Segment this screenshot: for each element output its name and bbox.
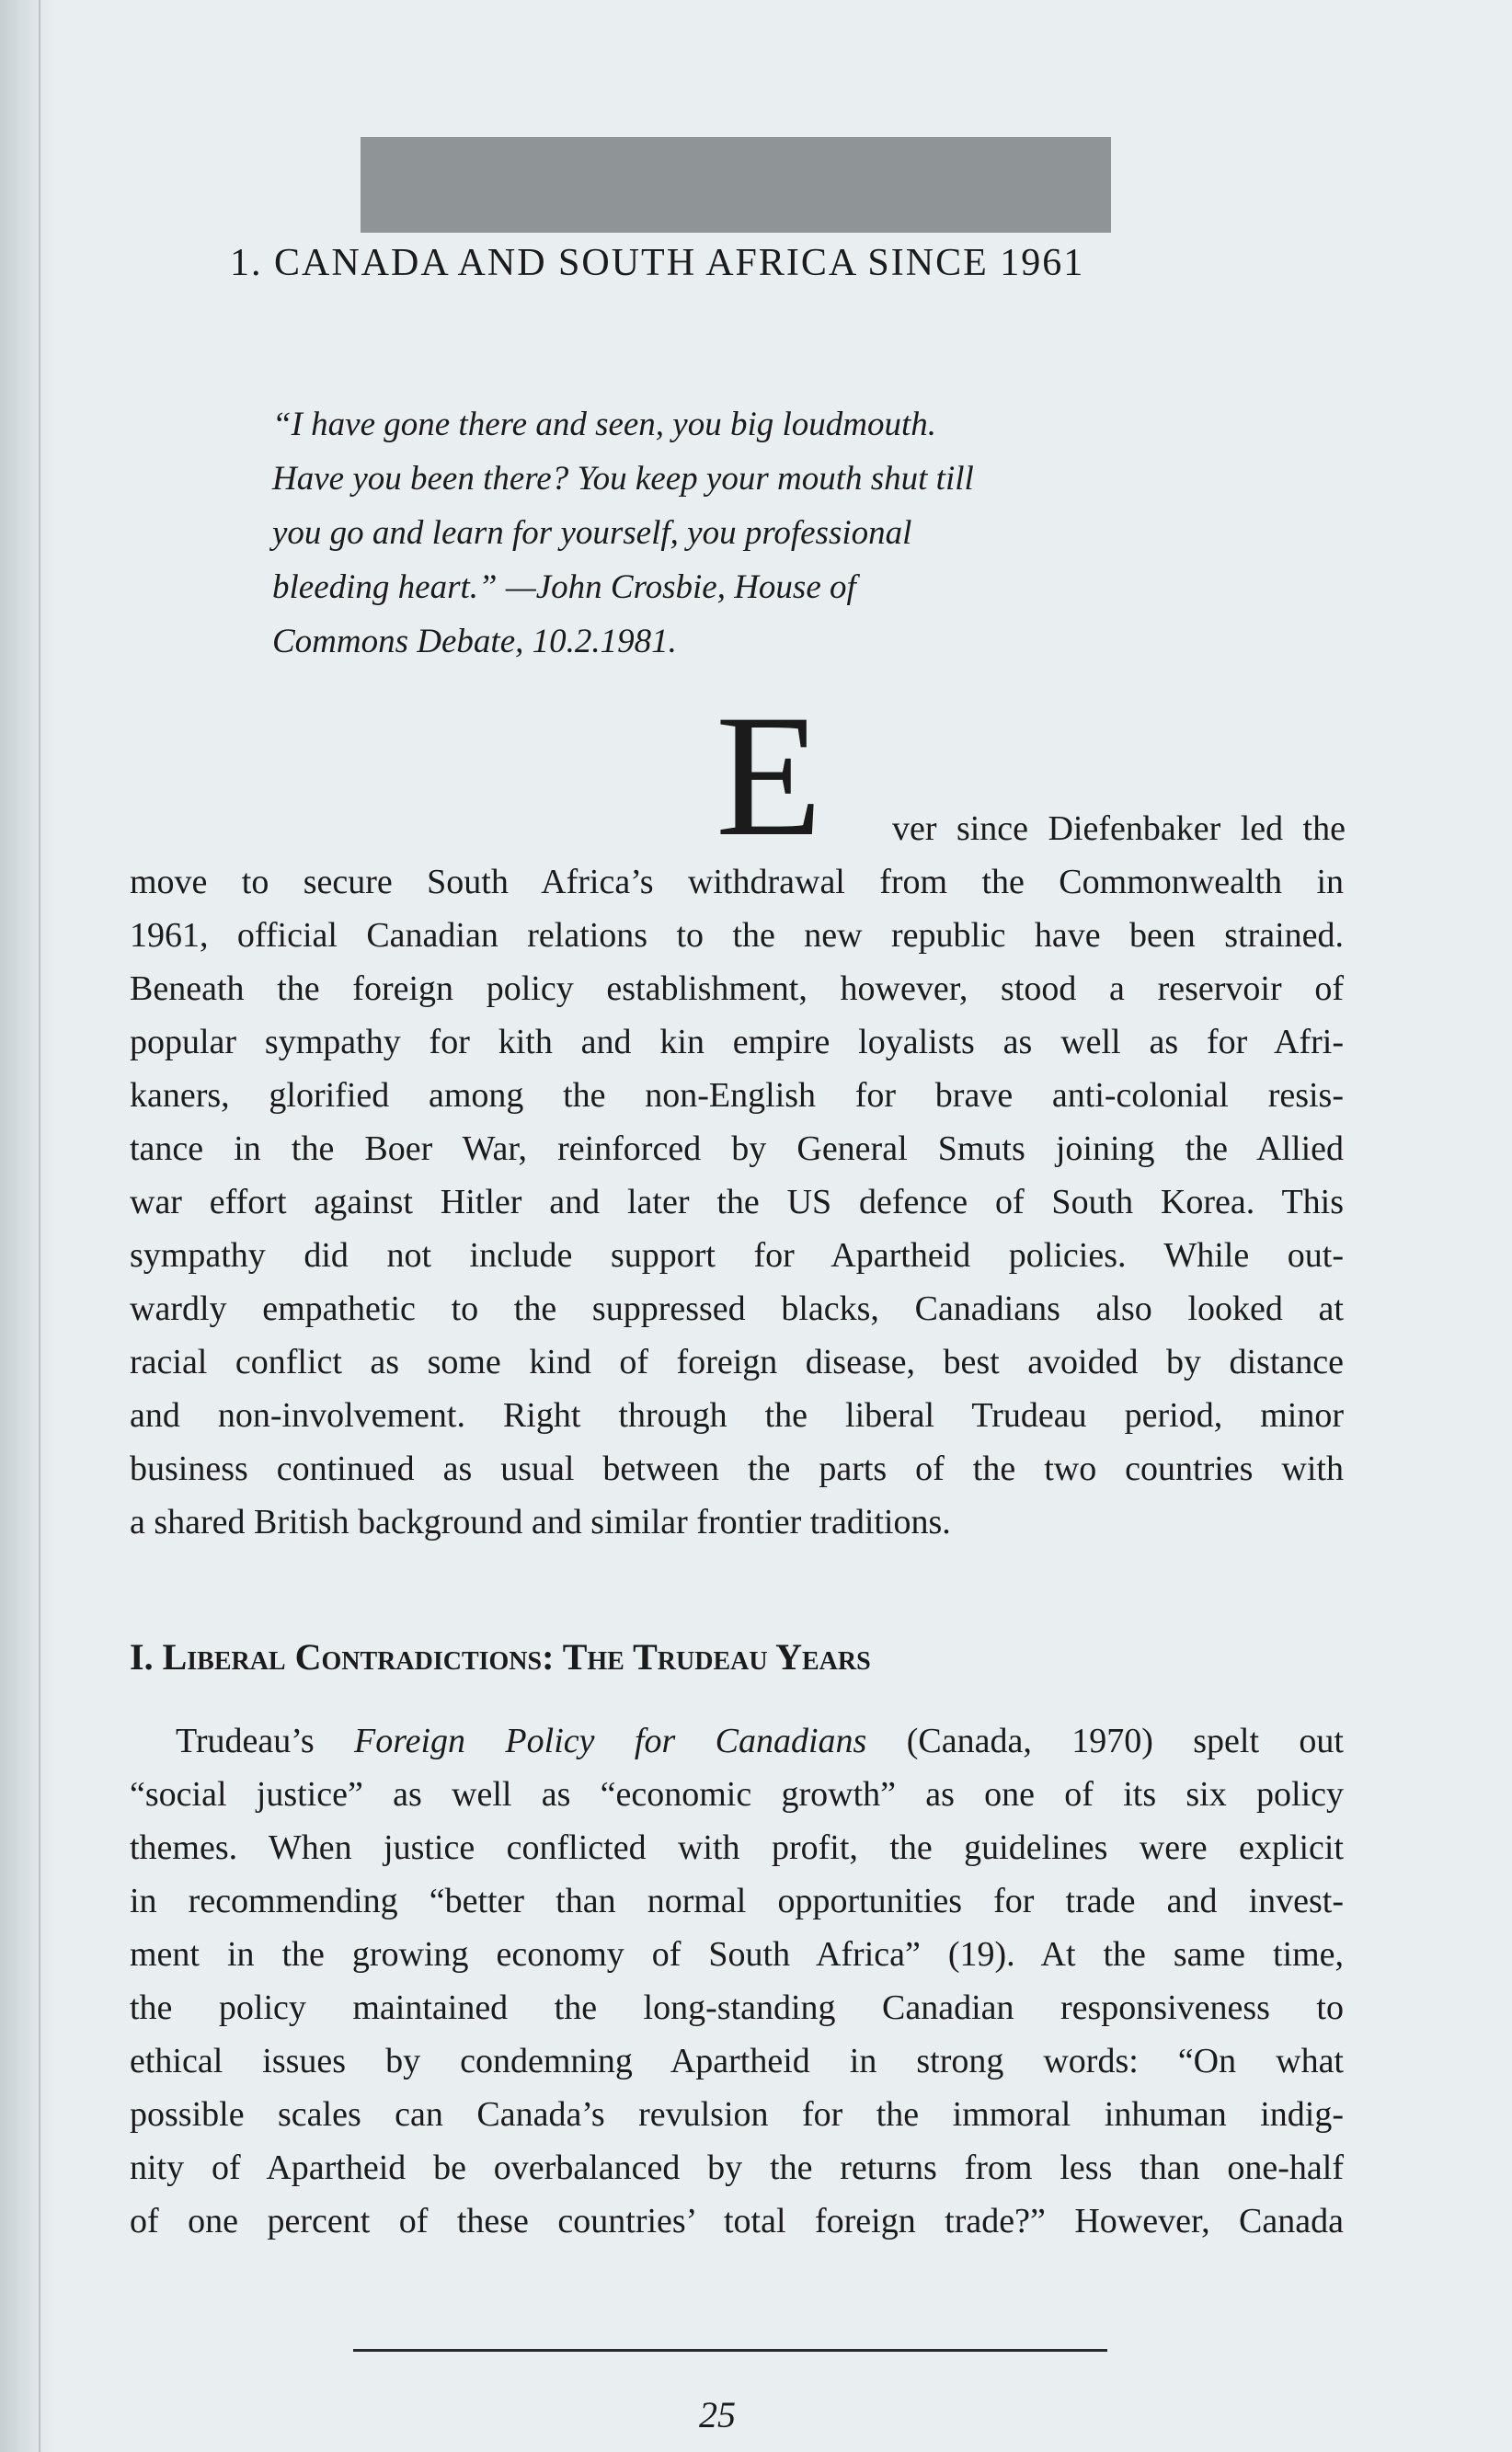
text-line: ment in the growing economy of South Africa” (19). At the same time, bbox=[130, 1935, 1344, 1974]
text-line: popular sympathy for kith and kin empire loyalists as well as for Afri- bbox=[130, 1023, 1344, 1061]
text-fragment: Trudeau’s bbox=[176, 1722, 355, 1760]
text-line: nity of Apartheid be overbalanced by the returns from less than one-half bbox=[130, 2148, 1344, 2187]
text-line-last: a shared British background and similar frontier traditions. bbox=[130, 1503, 951, 1541]
text-line: wardly empathetic to the suppressed blacks, Canadians also looked at bbox=[130, 1289, 1344, 1328]
text-line: in recommending “better than normal opportunities for trade and invest- bbox=[130, 1882, 1344, 1920]
text-line-first bbox=[130, 1714, 1344, 1768]
text-line: the policy maintained the long-standing Canadian responsiveness to bbox=[130, 1988, 1344, 2027]
epigraph-line: “I have gone there and seen, you big loudmouth. bbox=[272, 406, 937, 443]
chapter-header-bar bbox=[361, 137, 1111, 233]
epigraph bbox=[272, 397, 1100, 669]
text-line: ethical issues by condemning Apartheid in strong words: “On what bbox=[130, 2042, 1344, 2080]
text-line: racial conflict as some kind of foreign disease, best avoided by distance bbox=[130, 1343, 1344, 1381]
section-heading: I. Liberal Contradictions: The Trudeau Years bbox=[130, 1636, 871, 1678]
text-line: kaners, glorified among the non-English for brave anti-colonial resis- bbox=[130, 1076, 1344, 1115]
text-line: possible scales can Canada’s revulsion for the immoral inhuman indig- bbox=[130, 2095, 1344, 2134]
epigraph-line: you go and learn for yourself, you professional bbox=[272, 514, 912, 552]
text-line: “social justice” as well as “economic growth” as one of its six policy bbox=[130, 1775, 1344, 1814]
chapter-title: 1. CANADA AND SOUTH AFRICA SINCE 1961 bbox=[230, 242, 1085, 284]
page-number: 25 bbox=[699, 2394, 736, 2435]
text-line: tance in the Boer War, reinforced by General Smuts joining the Allied bbox=[130, 1129, 1344, 1168]
text-line: 1961, official Canadian relations to the new republic have been strained. bbox=[130, 916, 1344, 955]
text-line: sympathy did not include support for Apartheid policies. While out- bbox=[130, 1236, 1344, 1275]
intro-paragraph bbox=[130, 855, 1344, 1549]
drop-cap: E bbox=[716, 680, 823, 873]
text-line: and non-involvement. Right through the liberal Trudeau period, minor bbox=[130, 1396, 1344, 1435]
book-title: Foreign Policy for Canadians bbox=[354, 1722, 867, 1760]
page-fold-line bbox=[39, 0, 40, 2452]
text-line: themes. When justice conflicted with profit, the guidelines were explicit bbox=[130, 1828, 1344, 1867]
epigraph-line: bleeding heart.” —John Crosbie, House of bbox=[272, 568, 856, 606]
intro-first-line: ver since Diefenbaker led the bbox=[892, 809, 1346, 848]
footer-rule bbox=[353, 2349, 1107, 2352]
text-line: business continued as usual between the parts of the two countries with bbox=[130, 1449, 1344, 1488]
epigraph-line: Commons Debate, 10.2.1981. bbox=[272, 623, 677, 660]
epigraph-line: Have you been there? You keep your mouth shut till bbox=[272, 460, 974, 498]
section-paragraph bbox=[130, 1714, 1344, 2248]
text-fragment: (Canada, 1970) spelt out bbox=[866, 1722, 1344, 1760]
text-line: of one percent of these countries’ total foreign trade?” However, Canada bbox=[130, 2202, 1344, 2240]
text-line: Beneath the foreign policy establishment, however, stood a reservoir of bbox=[130, 969, 1344, 1008]
text-line: war effort against Hitler and later the US defence of South Korea. This bbox=[130, 1183, 1344, 1221]
page-binding-shadow bbox=[0, 0, 53, 2452]
text-line: move to secure South Africa’s withdrawal from the Commonwealth in bbox=[130, 863, 1344, 901]
